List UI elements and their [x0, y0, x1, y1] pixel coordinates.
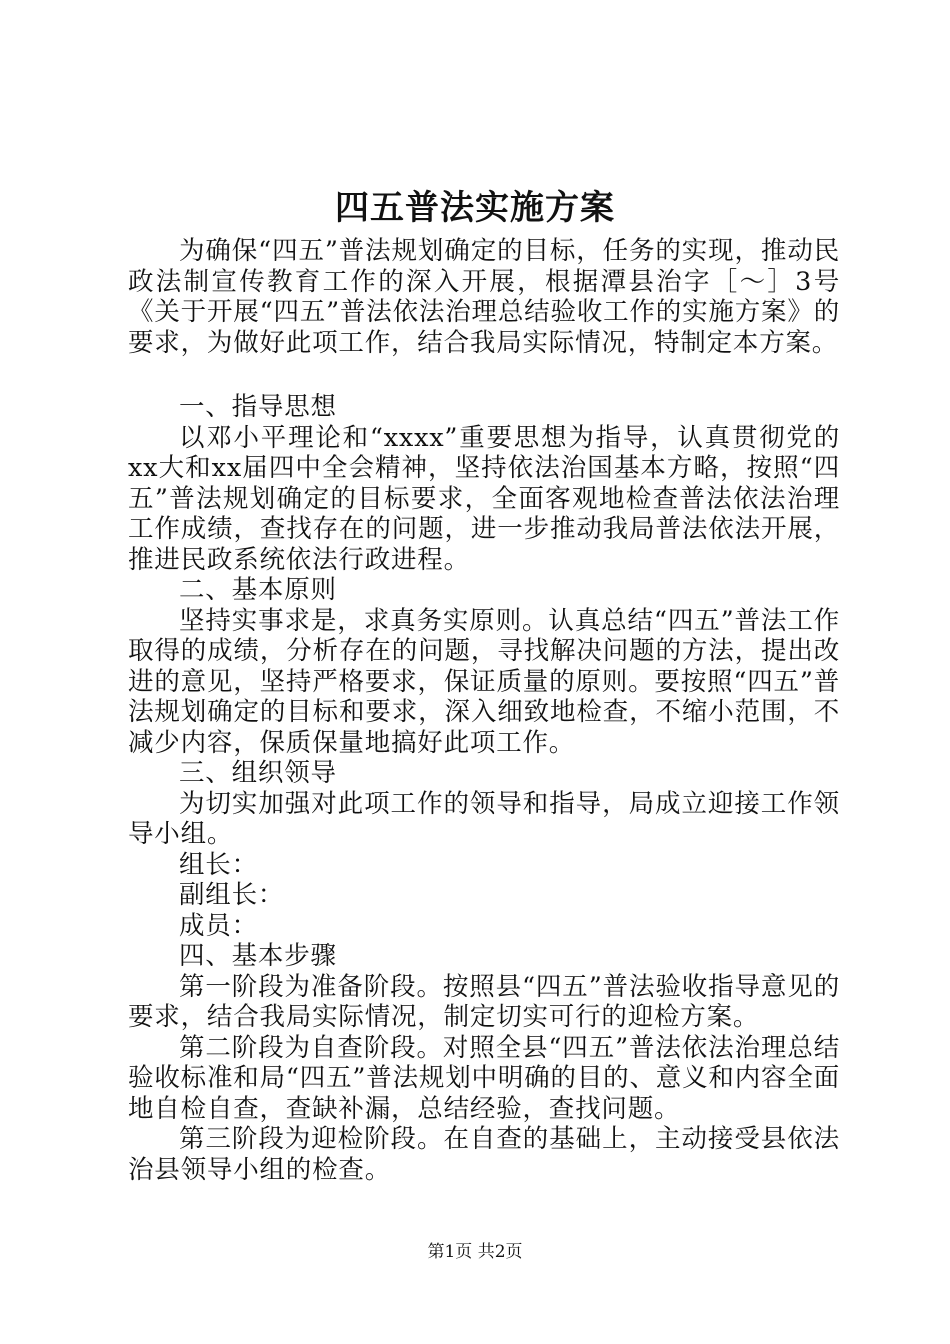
step-two-paragraph: 第二阶段为自查阶段。对照全县“四五”普法依法治理总结验收标准和局“四五”普法规划中明确的目的、意义和内容全面地自检自查，查缺补漏，总结经验，查找问题。 [128, 1032, 840, 1124]
organization-paragraph: 为切实加强对此项工作的领导和指导，局成立迎接工作领导小组。 [128, 788, 840, 849]
section-heading-organization: 三、组织领导 [179, 758, 337, 788]
section-heading-basic-principles: 二、基本原则 [179, 575, 337, 605]
step-one-paragraph: 第一阶段为准备阶段。按照县“四五”普法验收指导意见的要求，结合我局实际情况，制定切实可行的迎检方案。 [128, 971, 840, 1032]
members-line: 成员： [179, 910, 258, 941]
deputy-leader-line: 副组长： [179, 880, 285, 910]
section-heading-guiding-thought: 一、指导思想 [179, 392, 337, 422]
guiding-thought-paragraph: 以邓小平理论和“xxxx”重要思想为指导，认真贯彻党的xx大和xx届四中全会精神，坚持依法治国基本方略，按照“四五”普法规划确定的目标要求，全面客观地检查普法依法治理工作成绩，查找存在的问题，进一步推动我局普法依法开展，推进民政系统依法行政进程。 [128, 422, 840, 575]
step-three-paragraph: 第三阶段为迎检阶段。在自查的基础上，主动接受县依法治县领导小组的检查。 [128, 1124, 840, 1185]
document-title: 四五普法实施方案 [335, 188, 615, 228]
page-number-footer: 第1页 共2页 [427, 1242, 523, 1262]
basic-principles-paragraph: 坚持实事求是，求真务实原则。认真总结“四五”普法工作取得的成绩，分析存在的问题，寻找解决问题的方法，提出改进的意见，坚持严格要求，保证质量的原则。要按照“四五”普法规划确定的目标和要求，深入细致地检查，不缩小范围，不减少内容，保质保量地搞好此项工作。 [128, 605, 840, 758]
section-heading-basic-steps: 四、基本步骤 [179, 941, 337, 971]
intro-paragraph: 为确保“四五”普法规划确定的目标，任务的实现，推动民政法制宣传教育工作的深入开展，根据潭县治字［～］3号《关于开展“四五”普法依法治理总结验收工作的实施方案》的要求，为做好此项工作，结合我局实际情况，特制定本方案。 [128, 236, 840, 358]
group-leader-line: 组长： [179, 849, 258, 880]
document-body [128, 236, 840, 1185]
